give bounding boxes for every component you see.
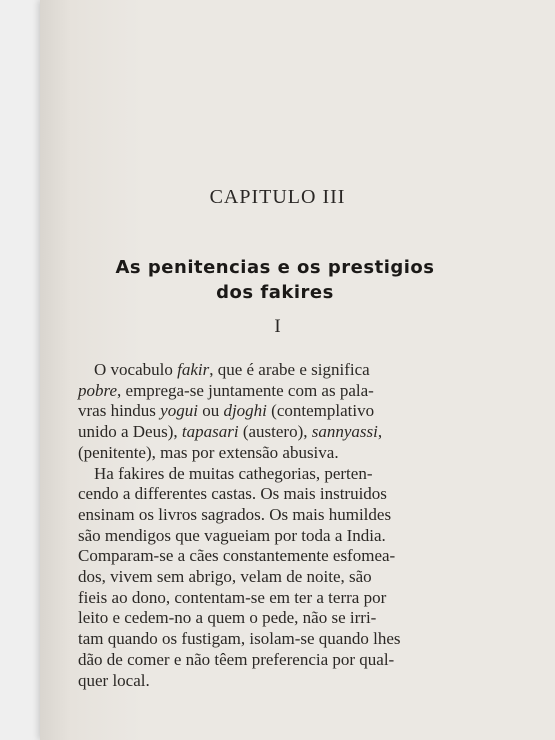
title-line-1: As penitencias e os prestigios [115, 257, 435, 278]
section-number: I [274, 316, 281, 337]
text-line: dos, vivem sem abrigo, velam de noite, são [78, 567, 372, 587]
text-line: leito e cedem-no a quem o pede, não se irri- [78, 608, 377, 628]
text-line: ensinam os livros sagrados. Os mais humildes [78, 504, 392, 524]
text-line: dão de comer e não têem preferencia por qual- [78, 649, 395, 669]
chapter-heading: CAPITULO III [209, 186, 346, 208]
text-line: (penitente), mas por extensão abusiva. [78, 442, 339, 462]
text-line: vras hindus yogui ou djoghi (contemplativo [78, 401, 375, 421]
text-line: cendo a differentes castas. Os mais instruidos [78, 484, 387, 504]
title-line-2: dos fakires [216, 282, 334, 303]
body-text [78, 360, 476, 691]
text-line: pobre, emprega-se juntamente com as pala- [78, 380, 374, 400]
text-line: Ha fakires de muitas cathegorias, perten- [94, 463, 373, 483]
text-line: fieis ao dono, contentam-se em ter a terra por [78, 587, 387, 607]
text-line: quer local. [78, 670, 150, 690]
text-line: O vocabulo fakir, que é arabe e significa [94, 360, 370, 379]
text-line: tam quando os fustigam, isolam-se quando lhes [78, 629, 401, 649]
text-line: unido a Deus), tapasari (austero), sannyassi, [78, 422, 383, 442]
text-line: Comparam-se a cães constantemente esfomea- [78, 546, 396, 566]
text-line: são mendigos que vagueiam por toda a India. [78, 525, 386, 545]
chapter-title [40, 255, 510, 305]
